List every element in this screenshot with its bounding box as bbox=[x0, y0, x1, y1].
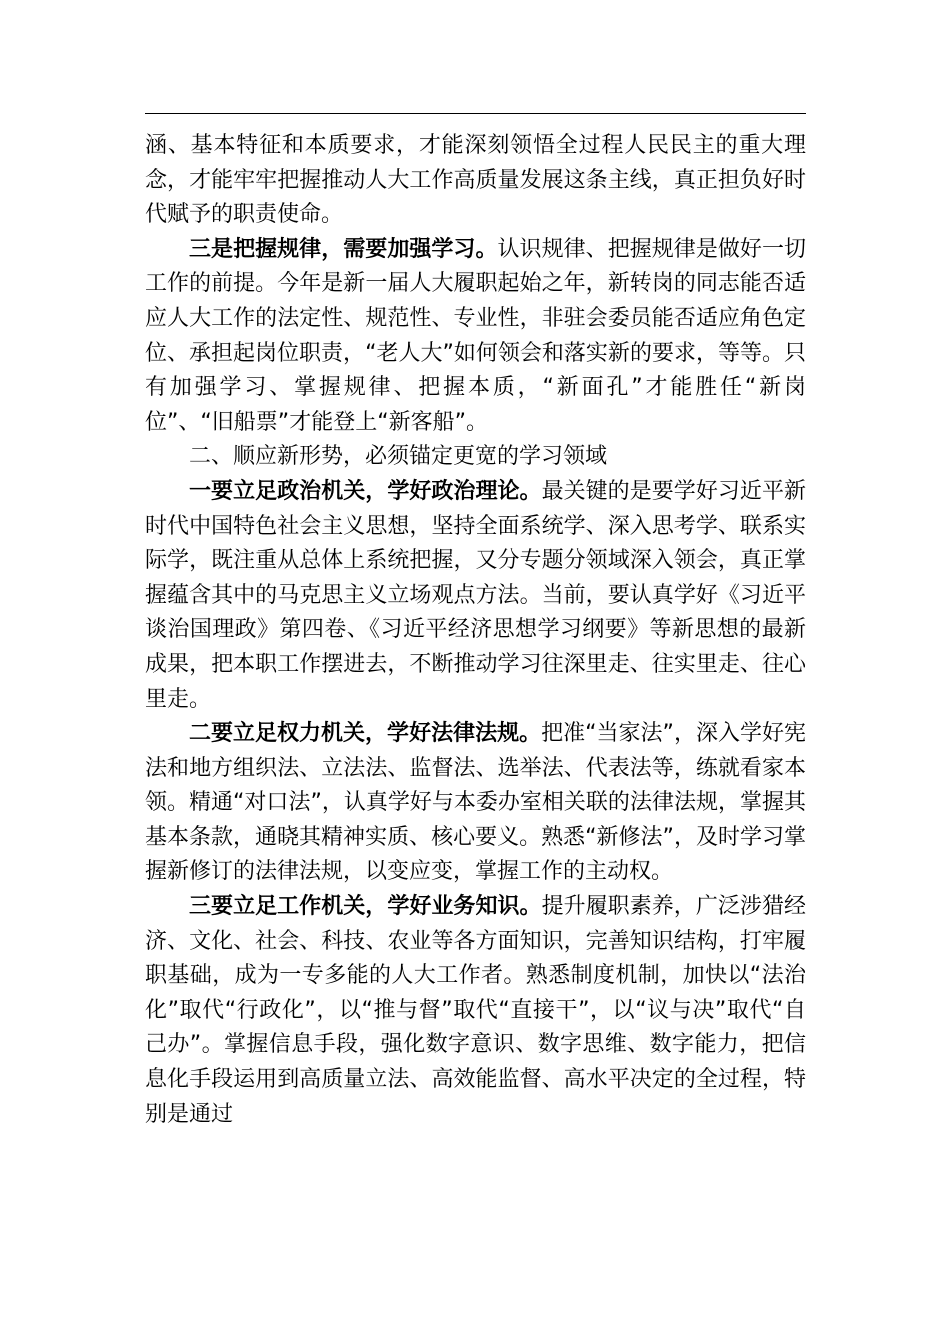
paragraph-1 bbox=[145, 129, 806, 233]
paragraph-4 bbox=[145, 717, 806, 890]
paragraph-5-lead: 三要立足工作机关，学好业务知识。 bbox=[189, 894, 542, 920]
paragraph-4-text: 把准“当家法”，深入学好宪法和地方组织法、立法法、监督法、选举法、代表法等，练就看家本领。精通“对口法”，认真学好与本委办室相关联的法律法规，掌握其基本条款，通晓其精神实质、核心要义。熟悉“新修法”，及时学习掌握新修订的法律法规，以变应变，掌握工作的主动权。 bbox=[145, 721, 806, 885]
paragraph-2-text: 认识规律、把握规律是做好一切工作的前提。今年是新一届人大履职起始之年，新转岗的同志能否适应人大工作的法定性、规范性、专业性，非驻会委员能否适应角色定位、承担起岗位职责，“老人大”如何领会和落实新的要求，等等。只有加强学习、掌握规律、把握本质，“新面孔”才能胜任“新岗位”、“旧船票”才能登上“新客船”。 bbox=[145, 236, 806, 435]
paragraph-5-text: 提升履职素养，广泛涉猎经济、文化、社会、科技、农业等各方面知识，完善知识结构，打牢履职基础，成为一专多能的人大工作者。熟悉制度机制，加快以“法治化”取代“行政化”，以“推与督”取代“直接干”，以“议与决”取代“自己办”。掌握信息手段，强化数字意识、数字思维、数字能力，把信息化手段运用到高质量立法、高效能监督、高水平决定的全过程，特别是通过 bbox=[145, 894, 806, 1127]
document-body bbox=[145, 129, 806, 1132]
section-heading bbox=[145, 440, 806, 475]
paragraph-3 bbox=[145, 475, 806, 717]
paragraph-3-lead: 一要立足政治机关，学好政治理论。 bbox=[189, 478, 542, 504]
section-heading-text: 二、顺应新形势，必须锚定更宽的学习领域 bbox=[189, 444, 608, 470]
paragraph-2-lead: 三是把握规律，需要加强学习。 bbox=[189, 236, 498, 262]
paragraph-1-text: 涵、基本特征和本质要求，才能深刻领悟全过程人民民主的重大理念，才能牢牢把握推动人大工作高质量发展这条主线，真正担负好时代赋予的职责使命。 bbox=[145, 133, 806, 228]
paragraph-4-lead: 二要立足权力机关，学好法律法规。 bbox=[189, 721, 542, 747]
paragraph-5 bbox=[145, 890, 806, 1132]
paragraph-3-text: 最关键的是要学好习近平新时代中国特色社会主义思想，坚持全面系统学、深入思考学、联系实际学，既注重从总体上系统把握，又分专题分领域深入领会，真正掌握蕴含其中的马克思主义立场观点方法。当前，要认真学好《习近平谈治国理政》第四卷、《习近平经济思想学习纲要》等新思想的最新成果，把本职工作摆进去，不断推动学习往深里走、往实里走、往心里走。 bbox=[145, 478, 806, 712]
paragraph-2 bbox=[145, 233, 806, 441]
header-rule bbox=[145, 113, 806, 114]
